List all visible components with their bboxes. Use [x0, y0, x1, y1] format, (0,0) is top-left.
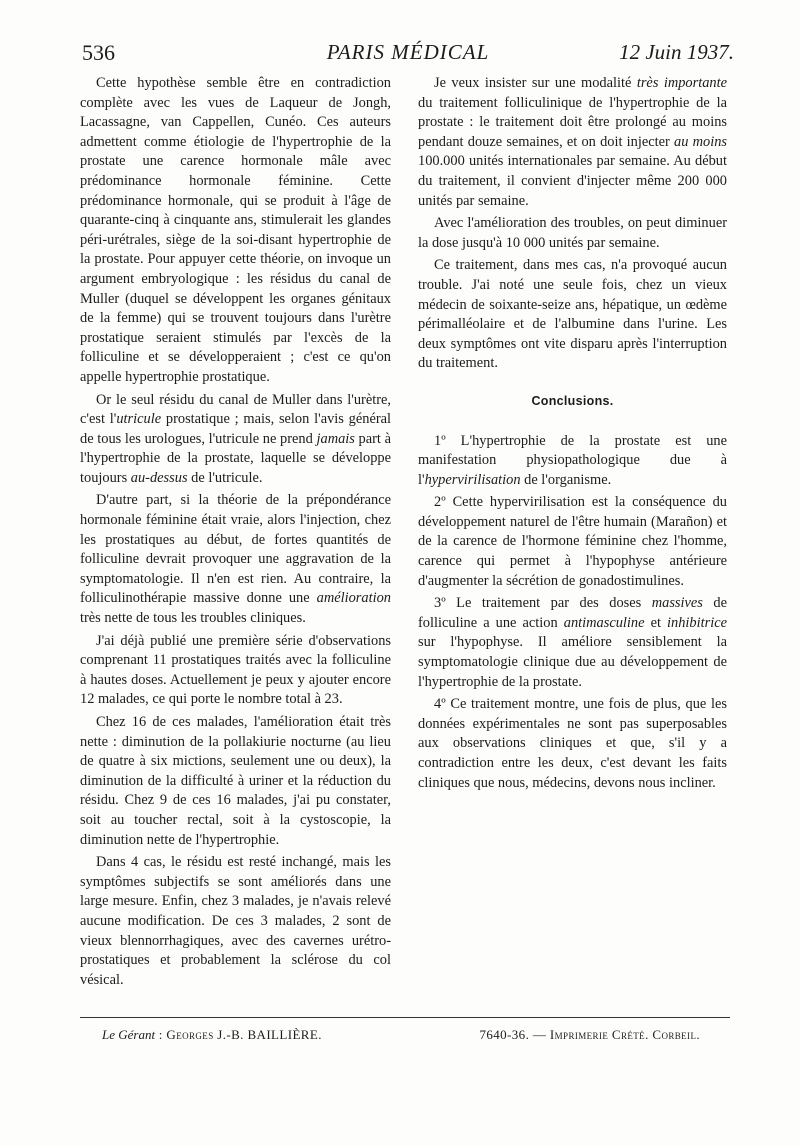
paragraph: Avec l'amélioration des troubles, on peut diminuer la dose jusqu'à 10 000 unités par semaine.: [418, 215, 727, 251]
text-run: du traitement folliculinique de l'hypertrophie de la prostate : le traitement doit être prolongé au moins pendant douze semaines, et on doit injecter: [418, 94, 727, 150]
emphasis: antimasculine: [563, 614, 645, 631]
section-heading-conclusions: Conclusions.: [531, 393, 614, 408]
text-run: de l'organisme.: [520, 471, 612, 488]
text-run: de folliculine a une action: [418, 595, 727, 631]
text-run: Je veux insister sur une modalité: [434, 75, 637, 91]
text-run: 100.000 unités internationales par semaine. Au début du traitement, il convient d'injecter même 200 000 unités par semaine.: [418, 153, 727, 209]
emphasis: au-dessus: [130, 469, 188, 486]
journal-title: PARIS MÉDICAL: [326, 40, 490, 64]
emphasis: inhibitrice: [667, 614, 727, 631]
publisher-credit: [102, 1027, 322, 1043]
conclusion-item: 4º Ce traitement montre, une fois de plus, que les données expérimentales ne sont pas superposables aux observations cliniques et que, s'il y a contradiction entre les deux, c'est devant les faits cliniques que nous, médecins, devons nous incliner.: [418, 696, 727, 791]
conclusion-item: 2º Cette hypervirilisation est la conséquence du développement naturel de l'être humain (Marañon) et de la carence de l'hormone féminine chez l'homme, carence qui permet à l'hypophyse antérieure d'augmenter la sécrétion de gonadostimulines.: [418, 494, 727, 589]
text-run: sur l'hypophyse. Il améliore sensiblement la symptomatologie clinique due au développement de l'hypertrophie de la prostate.: [418, 634, 727, 690]
emphasis: hypervirilisation: [424, 471, 521, 488]
emphasis: jamais: [316, 430, 355, 447]
gerant-name: : Georges J.-B. BAILLIÈRE.: [155, 1027, 322, 1042]
emphasis: très importante: [636, 75, 727, 91]
paragraph: [80, 491, 391, 628]
text-run: part à l'hypertrophie de la prostate, laquelle se développe toujours: [80, 430, 391, 486]
paragraph: J'ai déjà publié une première série d'observations comprenant 11 prostatiques traités avec la folliculine à hautes doses. Actuellement je peux y ajouter encore 12 malades, ce qui porte le nombre total à 23.: [80, 632, 391, 708]
conclusion-item: [418, 594, 727, 692]
paragraph: Cette hypothèse semble être en contradiction complète avec les vues de Laqueur de Jongh, Lacassagne, van Cappellen, Cunéo. Ces auteurs admettent comme étiologie de l'hypertrophie de la prostate une carence hormonale mâle avec prédominance hormonale féminine. Cette prédominance hormonale, qui se produit à l'âge de quarante-cinq à cinquante ans, stimulerait les glandes péri-urétrales, siège de la soi-disant hypertrophie de la prostate. Pour appuyer cette théorie, on invoque un argument embryologique : les résidus du canal de Muller (duquel se développent les organes génitaux de la femme) qui se trouvent toujours dans l'urètre prostatique seraient stimulés par l'excès de la folliculine et se développeraient ; c'est ce qu'on appelle hypertrophie prostatique.: [80, 75, 391, 385]
emphasis: massives: [651, 595, 703, 612]
text-run: et: [644, 614, 668, 631]
gerant-label: Le Gérant: [102, 1027, 156, 1042]
emphasis: utricule: [116, 411, 162, 428]
footer-rule: [80, 1017, 730, 1018]
text-run: très nette de tous les troubles cliniques.: [80, 610, 306, 627]
text-run: de l'utricule.: [187, 469, 263, 486]
text-run: 3º Le traitement par des doses: [434, 595, 652, 612]
text-run: prostatique ; mais, selon l'avis général de tous les urologues, l'utricule ne prend: [80, 411, 392, 447]
paragraph: [80, 391, 391, 489]
emphasis: amélioration: [316, 590, 391, 607]
right-column: [418, 74, 727, 796]
paragraph: Chez 16 de ces malades, l'amélioration était très nette : diminution de la pollakiurie nocturne (au lieu de quatre à six mictions, seulement une ou deux), la diminution de la difficulté à uriner et la réduction du résidu. Chez 9 de ces 16 malades, j'ai pu constater, soit au toucher rectal, soit à la cystoscopie, la diminution nette de l'hypertrophie.: [80, 714, 391, 848]
text-run: 1º L'hypertrophie de la prostate est une manifestation physiopathologique due à l': [418, 432, 727, 488]
page-header: [82, 40, 734, 74]
issue-date: 12 Juin 1937.: [619, 40, 734, 64]
text-run: Or le seul résidu du canal de Muller dans l'urètre, c'est l': [80, 391, 391, 428]
left-column: [80, 74, 391, 993]
paragraph: Dans 4 cas, le résidu est resté inchangé, mais les symptômes subjectifs se sont améliorés dans une large mesure. Enfin, chez 3 malades, je n'avais relevé aucune modification. De ces 3 malades, 2 sont de vieux blennorrhagiques, avec des cavernes urétro-prostatiques et probablement la sclérose du col vésical.: [80, 854, 391, 988]
emphasis: au moins: [674, 133, 727, 150]
printer-credit: 7640-36. — Imprimerie Crété. Corbeil.: [479, 1027, 700, 1042]
page-number: 536: [82, 40, 115, 65]
conclusion-item: [418, 432, 727, 491]
paragraph: [418, 74, 727, 211]
paragraph: Ce traitement, dans mes cas, n'a provoqué aucun trouble. J'ai noté une seule fois, chez un vieux médecin de soixante-seize ans, hépatique, un œdème périmalléolaire et de l'albumine dans l'urine. Les deux symptômes ont vite disparu après l'interruption du traitement.: [418, 257, 727, 372]
text-run: D'autre part, si la théorie de la prépondérance hormonale féminine était vraie, alors l'injection, chez les prostatiques au début, de fortes quantités de folliculine devrait provoquer une aggravation de la symptomatologie. Il n'en est rien. Au contraire, la folliculinothérapie massive donne une: [80, 492, 391, 607]
